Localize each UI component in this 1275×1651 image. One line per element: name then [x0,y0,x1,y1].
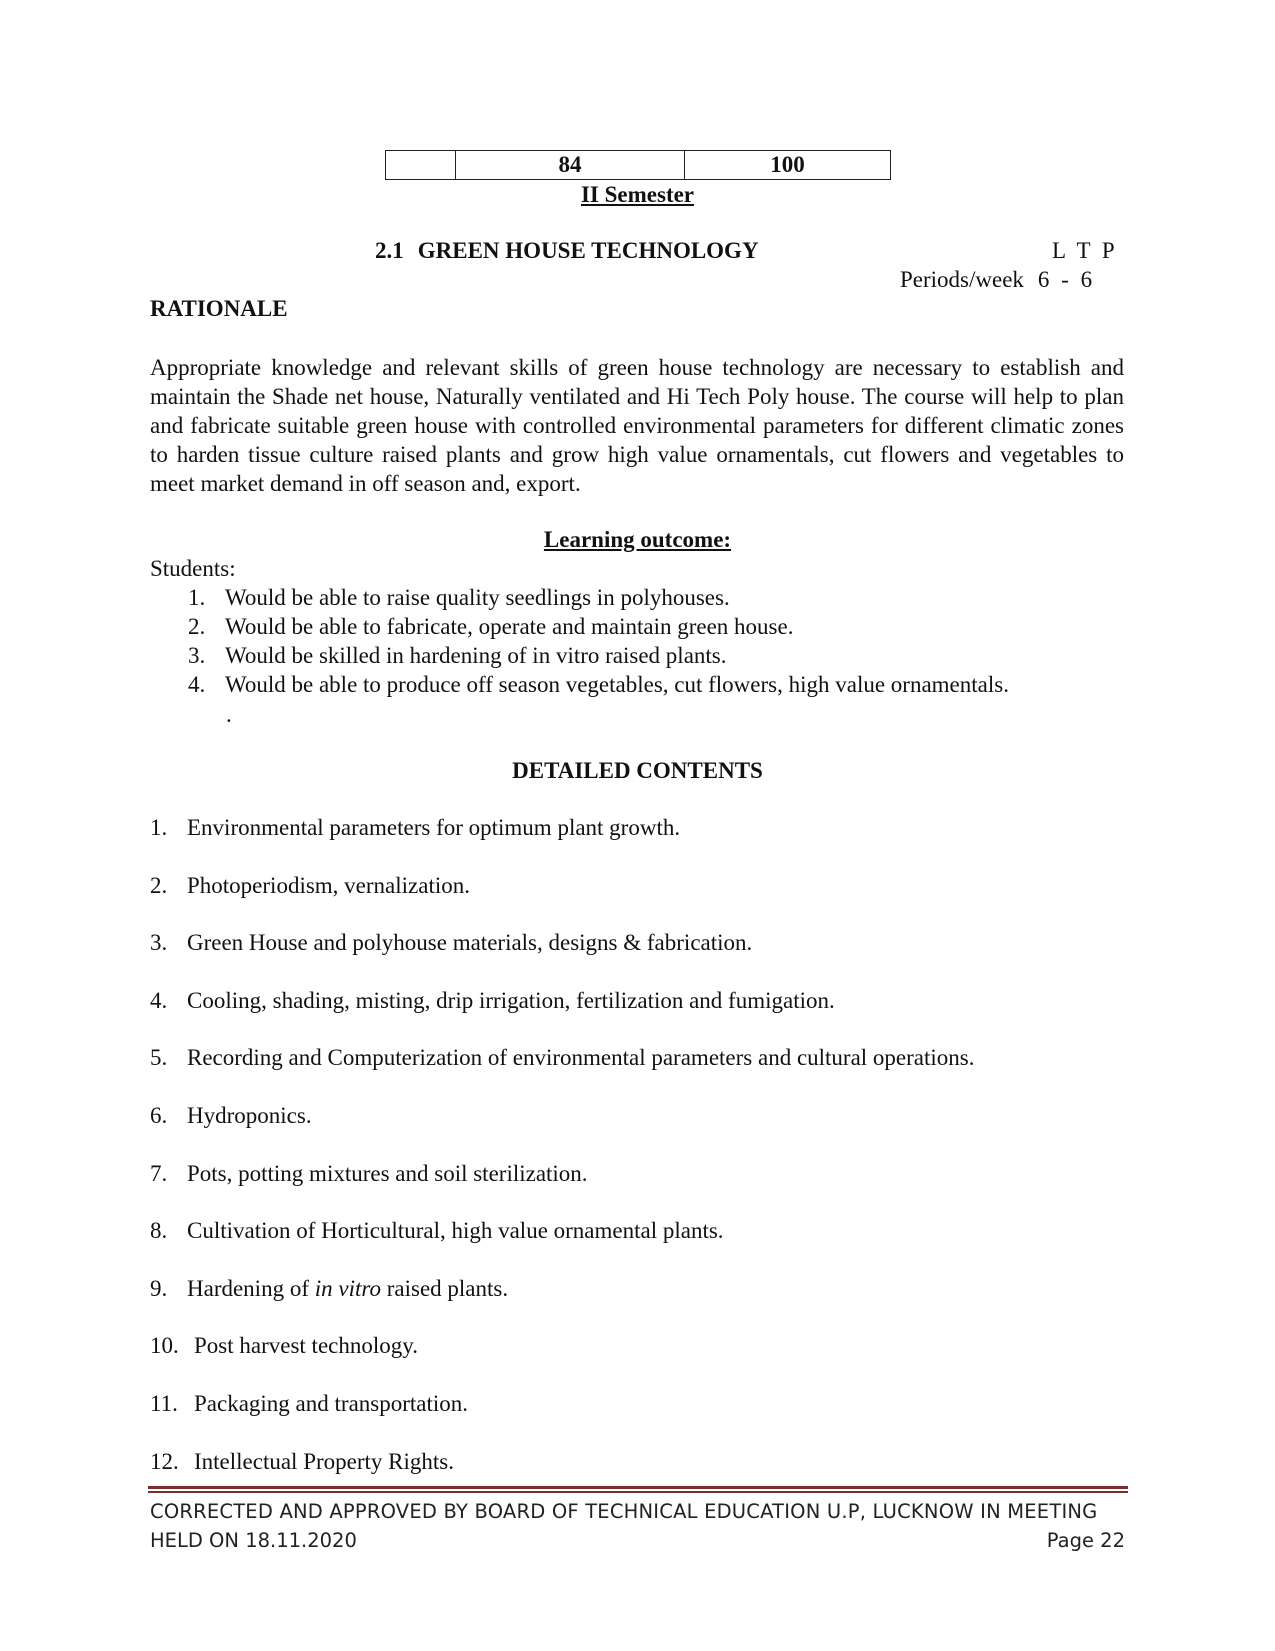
detailed-contents-heading: DETAILED CONTENTS [512,758,763,783]
page-number: Page 22 [1046,1529,1125,1552]
list-item: 10. Post harvest technology. [150,1333,419,1359]
list-item: 5. Recording and Computerization of environmental parameters and cultural operations. [150,1045,975,1071]
footer-line-1: CORRECTED AND APPROVED BY BOARD OF TECHNICAL EDUCATION U.P, LUCKNOW IN MEETING [150,1500,1098,1523]
rationale-heading: RATIONALE [150,296,288,321]
list-item: 2. Photoperiodism, vernalization. [150,872,470,898]
marks-table-cell-2: 84 [456,151,685,180]
list-item: 11. Packaging and transportation. [150,1390,469,1416]
footer-line-2: HELD ON 18.11.2020 [150,1529,357,1552]
course-number: 2.1 [375,238,404,263]
periods-values: 6 - 6 [1037,267,1093,292]
course-name: GREEN HOUSE TECHNOLOGY [417,238,759,263]
list-item: 1. Would be able to raise quality seedlings in polyhouses. [188,585,730,610]
list-item: 8. Cultivation of Horticultural, high value ornamental plants. [150,1218,724,1244]
list-item: 12. Intellectual Property Rights. [150,1448,454,1474]
periods-label: Periods/week [900,267,1024,292]
page-footer [150,1497,1125,1555]
trailing-dot: . [226,702,232,727]
learning-outcome-heading: Learning outcome: [543,527,732,552]
list-item: 7. Pots, potting mixtures and soil sterilization. [150,1160,588,1186]
learning-outcome-list [188,584,1009,700]
list-item: 1. Environmental parameters for optimum plant growth. [150,815,681,840]
ltp-header: L T P [1052,238,1115,263]
footer-divider-thin [148,1491,1128,1493]
list-item: 3. Would be skilled in hardening of in vitro raised plants. [188,643,727,668]
semester-heading: II Semester [580,182,695,207]
list-item: 4. Would be able to produce off season vegetables, cut flowers, high value ornamentals. [188,672,1009,697]
list-item: 6. Hydroponics. [150,1102,312,1128]
learning-outcome-intro: Students: [150,556,236,581]
list-item: 4. Cooling, shading, misting, drip irrigation, fertilization and fumigation. [150,987,835,1013]
periods-per-week [900,266,1092,294]
list-item: 3. Green House and polyhouse materials, designs & fabrication. [150,930,753,956]
marks-table-cell-1 [386,151,456,180]
course-title [375,237,759,265]
detailed-contents-list [150,814,975,1505]
footer-divider [148,1486,1128,1489]
list-item: 9. Hardening of in vitro raised plants. [150,1275,509,1301]
rationale-text: Appropriate knowledge and relevant skills of green house technology are necessary to establish and maintain the Shade net house, Naturally ventilated and Hi Tech Poly house. The course will help to plan and fabricate suitable green house with controlled environmental parameters for different climatic zones to harden tissue culture raised plants and grow high value ornamentals, cut flowers and vegetables to meet market demand in off season and, export. [150,355,1124,496]
marks-table [385,150,891,180]
marks-table-cell-3: 100 [685,151,891,180]
list-item: 2. Would be able to fabricate, operate and maintain green house. [188,614,794,639]
